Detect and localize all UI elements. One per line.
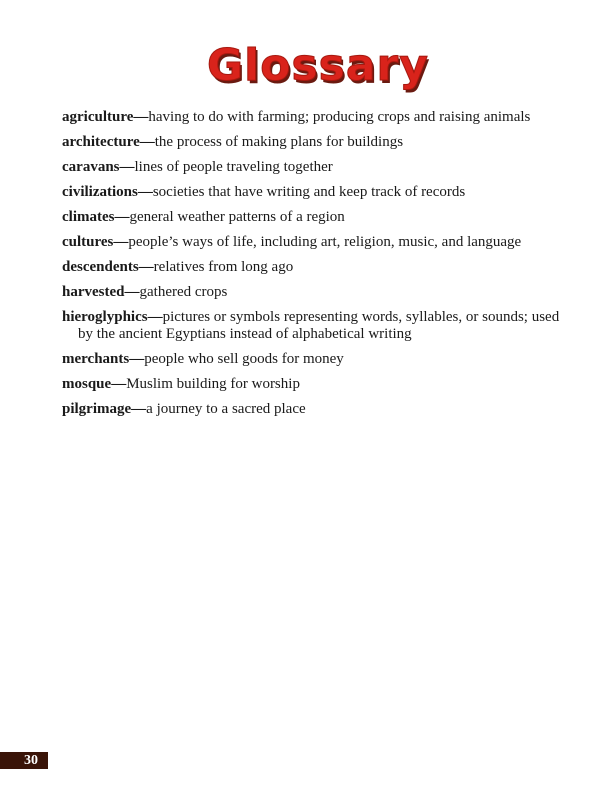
separator: — <box>131 401 147 417</box>
glossary-entry <box>62 376 562 393</box>
glossary-definition: people’s ways of life, including art, religion, music, and language <box>128 234 522 250</box>
separator: — <box>137 184 153 200</box>
separator: — <box>133 109 149 125</box>
separator: — <box>138 259 154 275</box>
glossary-term: cultures <box>62 234 114 250</box>
separator: — <box>147 309 163 325</box>
glossary-term: pilgrimage <box>62 401 132 417</box>
glossary-term: climates <box>62 209 115 225</box>
separator: — <box>113 234 129 250</box>
glossary-term: hieroglyphics <box>62 309 148 325</box>
glossary-definition: having to do with farming; producing crops and raising animals <box>148 109 531 125</box>
glossary-definition: gathered crops <box>139 284 228 300</box>
glossary-term: descendents <box>62 259 139 275</box>
glossary-definition: Muslim building for worship <box>126 376 300 392</box>
glossary-entry <box>62 109 562 126</box>
glossary-term: agriculture <box>62 109 134 125</box>
glossary-term: mosque <box>62 376 112 392</box>
page-number <box>0 752 48 769</box>
glossary-entry <box>62 209 562 226</box>
glossary-definition: people who sell goods for money <box>144 351 344 367</box>
glossary-entry <box>62 309 562 343</box>
separator: — <box>111 376 127 392</box>
glossary-entry <box>62 401 562 418</box>
glossary-term: harvested <box>62 284 125 300</box>
glossary-term: merchants <box>62 351 130 367</box>
page-title: Glossary <box>207 40 429 91</box>
glossary-entry <box>62 234 562 251</box>
glossary-entry <box>62 134 562 151</box>
glossary-definition: lines of people traveling together <box>134 159 333 175</box>
glossary-list <box>62 109 562 426</box>
page-number-text: 30 <box>24 753 38 768</box>
glossary-entry <box>62 284 562 301</box>
glossary-definition: societies that have writing and keep track of records <box>152 184 466 200</box>
glossary-definition: a journey to a sacred place <box>146 401 306 417</box>
glossary-entry <box>62 259 562 276</box>
glossary-term: caravans <box>62 159 120 175</box>
separator: — <box>139 134 155 150</box>
glossary-entry <box>62 159 562 176</box>
glossary-definition: the process of making plans for buildings <box>154 134 404 150</box>
separator: — <box>119 159 135 175</box>
glossary-entry <box>62 351 562 368</box>
glossary-definition: relatives from long ago <box>153 259 294 275</box>
glossary-term: architecture <box>62 134 140 150</box>
separator: — <box>114 209 130 225</box>
glossary-entry <box>62 184 562 201</box>
glossary-definition: general weather patterns of a region <box>129 209 345 225</box>
separator: — <box>124 284 140 300</box>
glossary-term: civilizations <box>62 184 138 200</box>
glossary-definition: pictures or symbols representing words, syllables, or sounds; used by the ancient Egyptians instead of alphabetical writing <box>78 309 560 342</box>
separator: — <box>129 351 145 367</box>
